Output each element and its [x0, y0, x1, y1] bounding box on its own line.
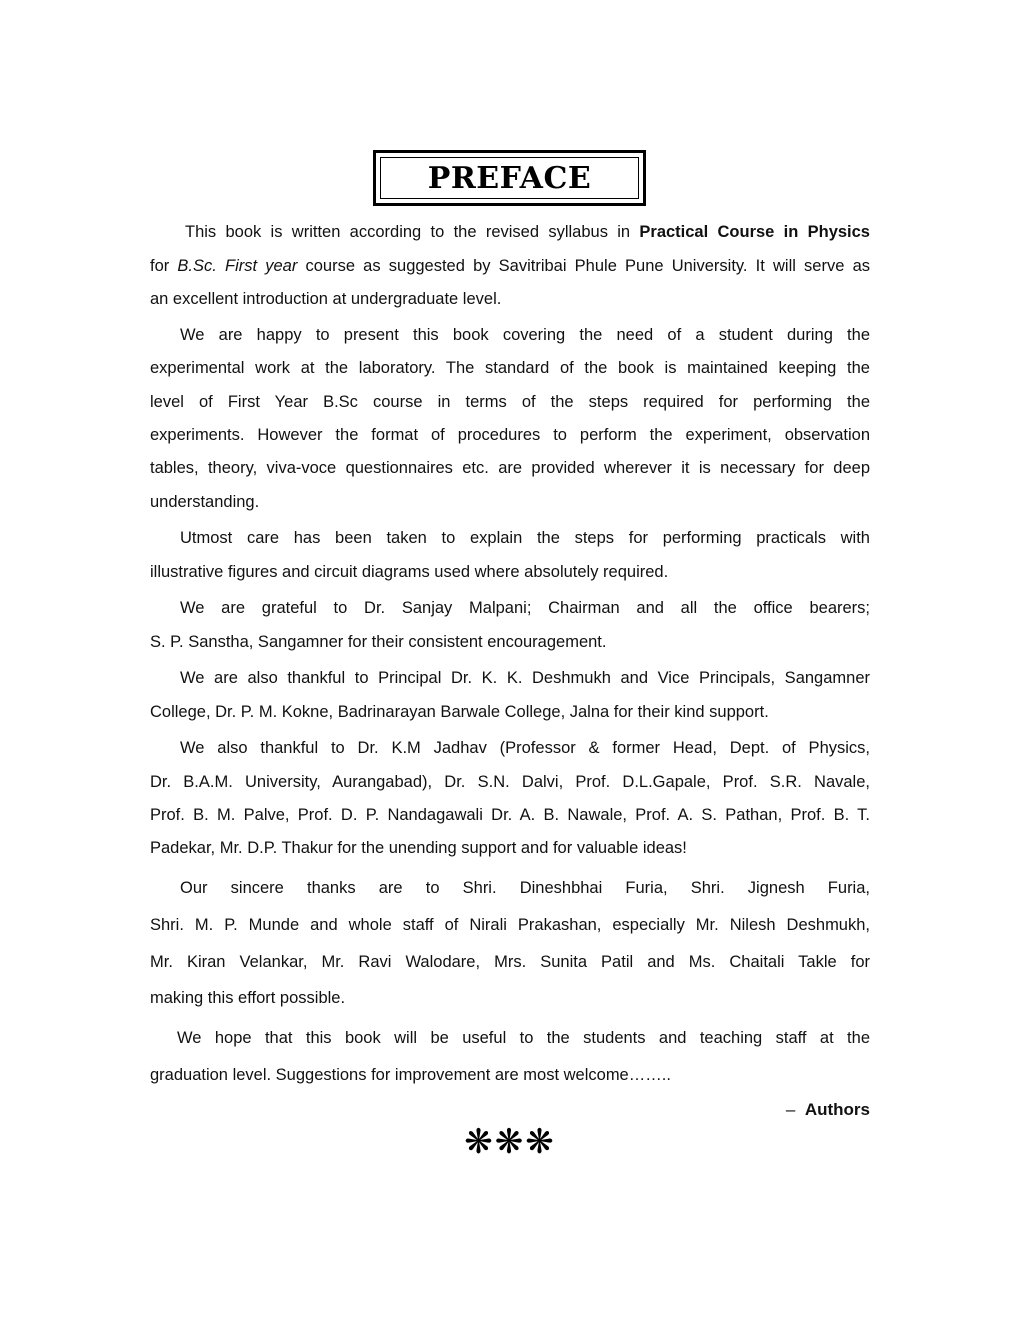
- paragraph-3-line-1: Utmost care has been taken to explain the steps for performing practicals with: [180, 529, 870, 547]
- paragraph-1-line-3: an excellent introduction at undergraduate level.: [150, 290, 502, 308]
- paragraph-6-line-2: Dr. B.A.M. University, Aurangabad), Dr. S.N. Dalvi, Prof. D.L.Gapale, Prof. S.R. Navale,: [150, 773, 870, 791]
- paragraph-4-line-1: We are grateful to Dr. Sanjay Malpani; Chairman and all the office bearers;: [180, 599, 870, 617]
- paragraph-2-line-6: understanding.: [150, 493, 260, 511]
- paragraph-4-line-2: S. P. Sanstha, Sangamner for their consistent encouragement.: [150, 633, 607, 651]
- text: This book is written according to the revised syllabus in: [185, 223, 640, 241]
- paragraph-8-line-2: graduation level. Suggestions for improvement are most welcome……..: [150, 1066, 671, 1084]
- signature: [786, 1100, 870, 1120]
- signature-dash: –: [785, 1100, 796, 1119]
- asterism-ornament-icon: ❋❋❋: [464, 1123, 556, 1161]
- paragraph-7-line-3: Mr. Kiran Velankar, Mr. Ravi Walodare, Mrs. Sunita Patil and Ms. Chaitali Takle for: [150, 953, 870, 971]
- paragraph-2-line-3: level of First Year B.Sc course in terms of the steps required for performing the: [150, 393, 870, 411]
- paragraph-7-line-2: Shri. M. P. Munde and whole staff of Nirali Prakashan, especially Mr. Nilesh Deshmukh,: [150, 916, 870, 934]
- paragraph-2-line-4: experiments. However the format of procedures to perform the experiment, observation: [150, 426, 870, 444]
- class-italic: B.Sc. First year: [177, 257, 298, 275]
- paragraph-7-line-4: making this effort possible.: [150, 989, 346, 1007]
- page-title: PREFACE: [427, 160, 592, 196]
- paragraph-1-line-2: [150, 256, 870, 276]
- text: course as suggested by Savitribai Phule Pune University. It will serve as: [297, 257, 870, 275]
- paragraph-5-line-2: College, Dr. P. M. Kokne, Badrinarayan Barwale College, Jalna for their kind support.: [150, 703, 769, 721]
- paragraph-2-line-1: We are happy to present this book covering the need of a student during the: [180, 326, 870, 344]
- text: for: [150, 257, 178, 275]
- paragraph-8-line-1: We hope that this book will be useful to the students and teaching staff at the: [177, 1029, 870, 1047]
- paragraph-6-line-4: Padekar, Mr. D.P. Thakur for the unending support and for valuable ideas!: [150, 839, 687, 857]
- paragraph-1-line-1: [185, 222, 870, 242]
- paragraph-2-line-5: tables, theory, viva-voce questionnaires etc. are provided wherever it is necessary for deep: [150, 459, 870, 477]
- title-box: [373, 150, 646, 206]
- paragraph-6-line-3: Prof. B. M. Palve, Prof. D. P. Nandagawali Dr. A. B. Nawale, Prof. A. S. Pathan, Prof. B. T.: [150, 806, 870, 824]
- paragraph-5-line-1: We are also thankful to Principal Dr. K. K. Deshmukh and Vice Principals, Sangamner: [180, 669, 870, 687]
- paragraph-7-line-1: Our sincere thanks are to Shri. Dineshbhai Furia, Shri. Jignesh Furia,: [180, 879, 870, 897]
- title-inner-border: [380, 157, 639, 199]
- signature-name: Authors: [804, 1100, 870, 1119]
- paragraph-3-line-2: illustrative figures and circuit diagrams used where absolutely required.: [150, 563, 669, 581]
- course-title-bold: Practical Course in Physics: [639, 223, 870, 241]
- paragraph-2-line-2: experimental work at the laboratory. The standard of the book is maintained keeping the: [150, 359, 870, 377]
- paragraph-6-line-1: We also thankful to Dr. K.M Jadhav (Professor & former Head, Dept. of Physics,: [180, 739, 870, 757]
